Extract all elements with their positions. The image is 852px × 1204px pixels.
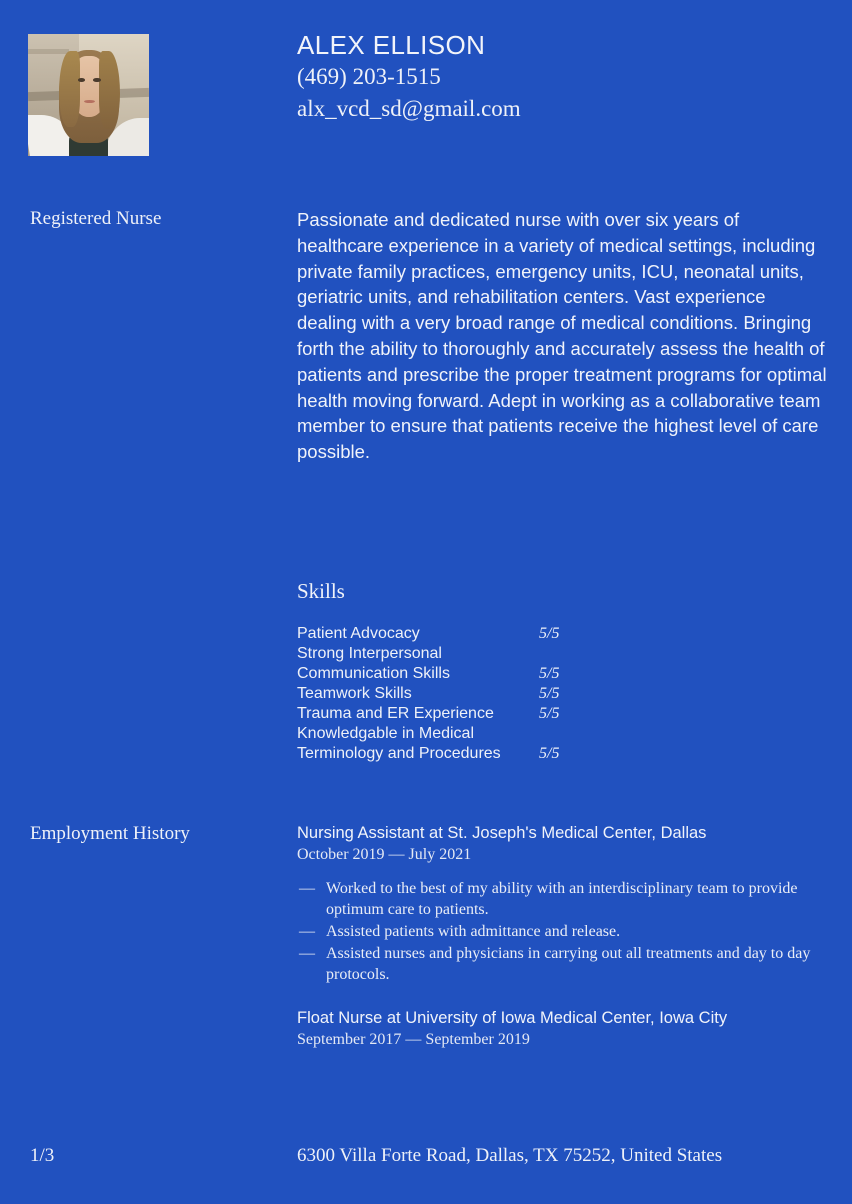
job-bullet — [297, 943, 827, 985]
skill-name: Knowledgable in Medical Terminology and Procedures — [297, 725, 501, 762]
employment-entry — [297, 822, 827, 985]
job-dates: October 2019 — July 2021 — [297, 846, 472, 863]
profile-photo — [28, 34, 149, 156]
skill-row — [297, 624, 627, 644]
skill-rating: 5/5 — [539, 625, 560, 642]
skill-rating: 5/5 — [539, 665, 560, 682]
skill-rating: 5/5 — [539, 705, 560, 722]
skill-rating: 5/5 — [539, 745, 560, 762]
job-role-label: Registered Nurse — [30, 208, 162, 229]
job-bullet — [297, 878, 827, 920]
skill-row — [297, 684, 627, 704]
bullet-dash-icon: — — [299, 923, 315, 940]
bullet-dash-icon: — — [299, 880, 315, 897]
skills-list — [297, 624, 627, 764]
employment-entry — [297, 1007, 827, 1051]
skill-name: Teamwork Skills — [297, 685, 412, 702]
email-address[interactable]: alx_vcd_sd@gmail.com — [297, 96, 521, 121]
skill-name: Trauma and ER Experience — [297, 705, 494, 722]
page-number: 1/3 — [30, 1145, 55, 1166]
skill-row — [297, 644, 627, 684]
job-bullet — [297, 921, 827, 942]
employment-section-label: Employment History — [30, 823, 190, 844]
profile-body — [297, 207, 827, 465]
employment-body — [297, 822, 827, 1051]
skill-name: Patient Advocacy — [297, 625, 420, 642]
footer-address: 6300 Villa Forte Road, Dallas, TX 75252, United States — [297, 1145, 723, 1166]
candidate-name: ALEX ELLISON — [297, 30, 486, 60]
phone-number[interactable]: (469) 203-1515 — [297, 64, 441, 89]
job-bullet-text: Assisted nurses and physicians in carrying out all treatments and day to day protocols. — [326, 945, 811, 983]
skills-heading: Skills — [297, 579, 345, 603]
job-bullet-text: Worked to the best of my ability with an interdisciplinary team to provide optimum care to patients. — [326, 880, 798, 918]
resume-footer — [0, 1143, 852, 1183]
skill-row — [297, 704, 627, 724]
job-title: Float Nurse at University of Iowa Medical Center, Iowa City — [297, 1009, 728, 1027]
skill-rating: 5/5 — [539, 685, 560, 702]
profile-summary-text: Passionate and dedicated nurse with over six years of healthcare experience in a variety of medical settings, including private family practices, emergency units, ICU, neonatal units, geriatric units, and rehabilitation centers. Vast experience dealing with a very broad range of medical conditions. Bringing forth the ability to thoroughly and accurately assess the health of patients and prescribe the proper treatment programs for optimal health moving forward. Adept in working as a collaborative team member to ensure that patients receive the highest level of care possible. — [297, 209, 827, 463]
bullet-dash-icon: — — [299, 945, 315, 962]
skill-row — [297, 724, 627, 764]
skill-name: Strong Interpersonal Communication Skills — [297, 645, 450, 682]
skills-body — [297, 578, 827, 764]
profile-photo-image — [28, 34, 149, 156]
resume-header — [0, 0, 852, 180]
job-bullet-list — [297, 878, 827, 985]
job-bullet-text: Assisted patients with admittance and release. — [326, 923, 621, 940]
job-title: Nursing Assistant at St. Joseph's Medical Center, Dallas — [297, 824, 707, 842]
job-dates: September 2017 — September 2019 — [297, 1031, 530, 1048]
contact-block — [297, 29, 817, 125]
